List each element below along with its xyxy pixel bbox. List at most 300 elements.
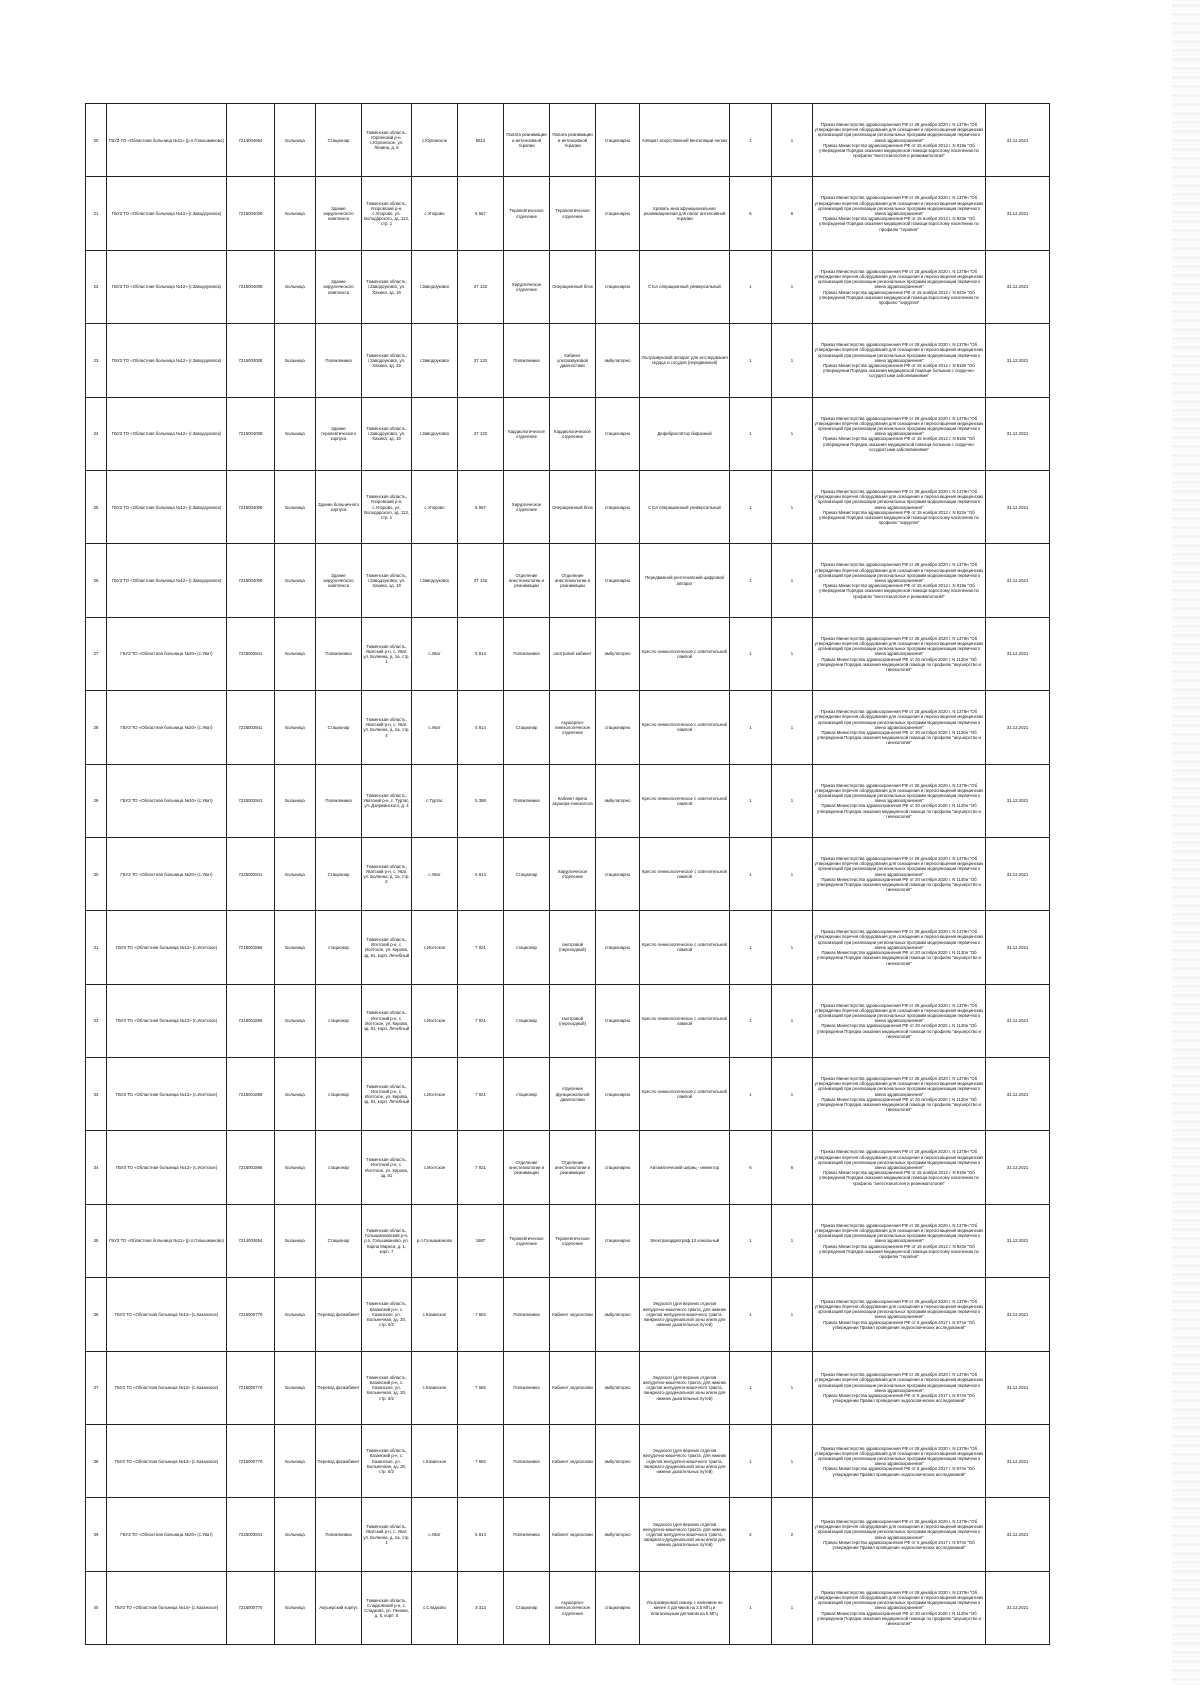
cell-qty1: 1: [730, 984, 772, 1057]
doc-reference: Приказ Министерства здравоохранения РФ от 15 ноября 2012 г. N 918н "Об утверждении Порядка оказания медицинской помощи больным с сердечно-сосудистыми заболеваниями": [823, 436, 975, 452]
cell-type: Больница: [275, 544, 316, 617]
cell-unit: стационар: [316, 984, 362, 1057]
cell-org: ГБУЗ ТО «Областная больница №14» (с.Казанское): [107, 1278, 227, 1351]
scan-edge: [1172, 0, 1200, 1686]
cell-inn: 7216000770: [227, 1571, 275, 1644]
doc-reference: Приказ Министерства здравоохранения РФ от 28 декабря 2020 г. N 1379н "Об утверждении перечня оборудования для оснащения и переоснащения медицинских организаций при реализации региональных программ модернизации первичного звена здравоохранения": [814, 1002, 984, 1024]
cell-mode: стационарно: [596, 470, 640, 543]
cell-equipment: Дефибриллятор бифазный: [640, 397, 730, 470]
cell-dept2: Кабинет ультразвуковой диагностики: [550, 324, 596, 397]
cell-equipment: Кресло гинекологическое с осветительной лампой: [640, 911, 730, 984]
cell-mode: стационарно: [596, 1058, 640, 1131]
cell-equipment: Кресло гинекологическое с осветительной лампой: [640, 617, 730, 690]
table-row: [86, 764, 1050, 837]
cell-qty1: 1: [730, 104, 772, 177]
cell-dept1: стационар: [504, 1058, 550, 1131]
cell-mode: амбулаторно: [596, 1425, 640, 1498]
cell-date: 31.12.2021: [986, 1498, 1050, 1571]
cell-date: 31.12.2021: [986, 177, 1050, 250]
cell-num: 34: [86, 1131, 107, 1204]
doc-reference: Приказ Министерства здравоохранения РФ от 28 декабря 2020 г. N 1379н "Об утверждении перечня оборудования для оснащения и переоснащения медицинских организаций при реализации региональных программ модернизации первичного звена здравоохранения": [814, 1222, 984, 1244]
cell-unit: Стационар: [316, 691, 362, 764]
doc-reference: Приказ Министерства здравоохранения РФ от 20 октября 2020 г. N 1130н "Об утверждении Порядка оказания медицинской помощи по профилю "акушерство и гинекология": [817, 729, 981, 746]
cell-unit: Перевод физкабинет: [316, 1351, 362, 1424]
cell-date: 31.12.2021: [986, 1131, 1050, 1204]
cell-address: Тюменская область, Уватский р-н, с. Уват, ул. Болнина, д. 1а, стр. 1: [362, 1498, 412, 1571]
table-row: [86, 911, 1050, 984]
cell-dept1: Поликлиника: [504, 1351, 550, 1424]
cell-qty2: 1: [772, 544, 813, 617]
cell-type: Больница: [275, 1571, 316, 1644]
cell-dept1: Отделение анестезиологии и реанимации: [504, 544, 550, 617]
cell-qty1: 2: [730, 1498, 772, 1571]
cell-pop: 5 814: [458, 1498, 504, 1571]
doc-reference: Приказ Министерства здравоохранения РФ от 20 октября 2020 г. N 1130н "Об утверждении Порядка оказания медицинской помощи по профилю "акушерство и гинекология": [817, 1096, 981, 1113]
cell-mode: амбулаторно: [596, 764, 640, 837]
table-row: [86, 544, 1050, 617]
doc-reference: Приказ Министерства здравоохранения РФ от 28 декабря 2020 г. N 1379н "Об утверждении перечня оборудования для оснащения и переоснащения медицинских организаций при реализации региональных программ модернизации первичного звена здравоохранения": [814, 1589, 984, 1611]
doc-reference: Приказ Министерства здравоохранения РФ от 20 октября 2020 г. N 1130н "Об утверждении Порядка оказания медицинской помощи по профилю "акушерство и гинекология": [817, 1023, 981, 1039]
table-row: [86, 470, 1050, 543]
cell-num: 38: [86, 1425, 107, 1498]
cell-unit: Здание хирургического комплекса: [316, 544, 362, 617]
table-row: [86, 1351, 1050, 1424]
cell-mode: стационарно: [596, 691, 640, 764]
cell-dept1: Хирургическое отделение: [504, 250, 550, 323]
cell-unit: Стационар: [316, 837, 362, 910]
doc-reference: Приказ Министерства здравоохранения РФ от 28 декабря 2020 г. N 1379н "Об утверждении перечня оборудования для оснащения и переоснащения медицинских организаций при реализации региональных программ модернизации первичного звена здравоохранения": [814, 488, 984, 510]
cell-unit: Здание хирургического комплекса: [316, 177, 362, 250]
cell-pop: 27 132: [458, 397, 504, 470]
table-row: [86, 1425, 1050, 1498]
cell-pop: 7 921: [458, 911, 504, 984]
cell-org: ГБУЗ ТО «Областная больница №13» (с.Исетское): [107, 1131, 227, 1204]
cell-org: ГБУЗ ТО «Областная больница №13» (с.Исетское): [107, 984, 227, 1057]
cell-qty2: 1: [772, 470, 813, 543]
cell-inn: 7216000770: [227, 1278, 275, 1351]
cell-qty2: 1: [772, 617, 813, 690]
cell-dept1: Поликлиника: [504, 1498, 550, 1571]
cell-locality: с.Казанское: [412, 1351, 458, 1424]
cell-qty1: 1: [730, 544, 772, 617]
cell-type: Больница: [275, 1425, 316, 1498]
cell-docs: [813, 837, 986, 910]
cell-pop: 5 814: [458, 691, 504, 764]
doc-reference: Приказ Министерства здравоохранения РФ от 28 декабря 2020 г. N 1379н "Об утверждении перечня оборудования для оснащения и переоснащения медицинских организаций при реализации региональных программ модернизации первичного звена здравоохранения": [814, 1372, 984, 1393]
doc-reference: Приказ Министерства здравоохранения РФ от 20 октября 2020 г. N 1130н "Об утверждении Порядка оказания медицинской помощи по профилю "акушерство и гинекология": [817, 876, 981, 893]
cell-type: Больница: [275, 837, 316, 910]
cell-qty2: 1: [772, 324, 813, 397]
doc-reference: Приказ Министерства здравоохранения РФ от 28 декабря 2020 г. N 1379н "Об утверждении перечня оборудования для оснащения и переоснащения медицинских организаций при реализации региональных программ модернизации первичного звена здравоохранения": [814, 195, 984, 216]
cell-pop: 1687: [458, 1204, 504, 1277]
cell-equipment: Эндоскоп (для верхних отделов желудочно-кишечного тракта, для нижних отделов желудочно-кишечного тракта, панкреато-дуоденальной зоны и/или для нижних дыхательных путей): [640, 1278, 730, 1351]
table-row: [86, 1278, 1050, 1351]
cell-pop: 7 682: [458, 1425, 504, 1498]
cell-qty2: 1: [772, 1058, 813, 1131]
cell-dept2: Хирургическое отделение: [550, 837, 596, 910]
cell-locality: с.Упорово: [412, 177, 458, 250]
cell-inn: 7215004008: [227, 544, 275, 617]
cell-dept1: Терапевтическое отделение: [504, 1204, 550, 1277]
cell-unit: стационар: [316, 911, 362, 984]
doc-reference: Приказ Министерства здравоохранения РФ от 28 декабря 2020 г. N 1379н "Об утверждении перечня оборудования для оснащения и переоснащения медицинских организаций при реализации региональных программ модернизации первичного звена здравоохранения": [814, 268, 984, 290]
table-row: [86, 250, 1050, 323]
cell-locality: с.Сладково: [412, 1571, 458, 1644]
cell-locality: р.п.Голышманово: [412, 1204, 458, 1277]
cell-unit: стационар: [316, 1058, 362, 1131]
cell-num: 28: [86, 691, 107, 764]
cell-docs: [813, 984, 986, 1057]
cell-org: ГБУЗ ТО «Областная больница №14» (с.Казанское): [107, 1571, 227, 1644]
cell-date: 31.12.2021: [986, 1425, 1050, 1498]
cell-locality: с.Казанское: [412, 1425, 458, 1498]
cell-qty2: 1: [772, 691, 813, 764]
cell-docs: [813, 1571, 986, 1644]
cell-equipment: Кресло гинекологическое с осветительной лампой: [640, 691, 730, 764]
cell-address: Тюменская область, г.Заводоуковск, ул. Хахина, зд. 19: [362, 324, 412, 397]
cell-locality: с.Уват: [412, 837, 458, 910]
cell-qty2: 1: [772, 1204, 813, 1277]
cell-address: Тюменская область, Исетский р-н, с. Исетское, ул. Кирова, зд. 81: [362, 1131, 412, 1204]
cell-type: Больница: [275, 1058, 316, 1131]
cell-docs: [813, 764, 986, 837]
cell-mode: стационарно: [596, 177, 640, 250]
cell-org: ГБУЗ ТО «Областная больница №12» (г.Заводоуковск): [107, 324, 227, 397]
cell-date: 31.12.2021: [986, 984, 1050, 1057]
doc-reference: Приказ Министерства здравоохранения РФ от 28 декабря 2020 г. N 1379н "Об утверждении перечня оборудования для оснащения и переоснащения медицинских организаций при реализации региональных программ модернизации первичного звена здравоохранения": [814, 1519, 984, 1540]
cell-equipment: Эндоскоп (для верхних отделов желудочно-кишечного тракта, для нижних отделов желудочно-кишечного тракта, панкреато-дуоденальной зоны и/или для нижних дыхательных путей): [640, 1351, 730, 1424]
cell-equipment: Кресло гинекологическое с осветительной лампой: [640, 837, 730, 910]
doc-reference: Приказ Министерства здравоохранения РФ от 6 декабря 2017 г. N 974н "Об утверждении Правил проведения эндоскопических исследований": [823, 1393, 975, 1404]
doc-reference: Приказ Министерства здравоохранения РФ от 15 ноября 2012 г. N 923н "Об утверждении Порядка оказания медицинской помощи взрослому населению по профилю "терапия": [819, 216, 979, 232]
doc-reference: Приказ Министерства здравоохранения РФ от 6 декабря 2017 г. N 974н "Об утверждении Правил проведения эндоскопических исследований": [823, 1319, 975, 1330]
cell-mode: стационарно: [596, 837, 640, 910]
cell-date: 31.12.2021: [986, 104, 1050, 177]
table-row: [86, 984, 1050, 1057]
doc-reference: Приказ Министерства здравоохранения РФ от 28 декабря 2020 г. N 1379н "Об утверждении перечня оборудования для оснащения и переоснащения медицинских организаций при реализации региональных программ модернизации первичного звена здравоохранения": [814, 342, 984, 363]
cell-date: 31.12.2021: [986, 617, 1050, 690]
cell-pop: 6 567: [458, 470, 504, 543]
cell-inn: 7215004008: [227, 177, 275, 250]
cell-org: ГБУЗ ТО «Областная больница №13» (с.Исетское): [107, 1058, 227, 1131]
cell-inn: 7225003941: [227, 617, 275, 690]
cell-docs: [813, 1131, 986, 1204]
cell-pop: 3 313: [458, 1571, 504, 1644]
cell-inn: 7225003941: [227, 837, 275, 910]
cell-org: ГБУЗ ТО «Областная больница №12» (г.Заводоуковск): [107, 397, 227, 470]
doc-reference: Приказ Министерства здравоохранения РФ от 28 декабря 2020 г. N 1379н "Об утверждении перечня оборудования для оснащения и переоснащения медицинских организаций при реализации региональных программ модернизации первичного звена здравоохранения": [814, 415, 984, 437]
cell-equipment: Эндоскоп (для верхних отделов желудочно-кишечного тракта, для нижних отделов желудочно-кишечного тракта, панкреато-дуоденальной зоны и/или для нижних дыхательных путей): [640, 1425, 730, 1498]
cell-pop: 5 814: [458, 617, 504, 690]
cell-mode: стационарно: [596, 397, 640, 470]
cell-inn: 7214004654: [227, 1204, 275, 1277]
cell-type: Больница: [275, 470, 316, 543]
cell-mode: стационарно: [596, 911, 640, 984]
cell-type: Больница: [275, 1351, 316, 1424]
cell-dept2: Терапевтическое отделение: [550, 177, 596, 250]
cell-inn: 7215004008: [227, 324, 275, 397]
cell-num: 33: [86, 1058, 107, 1131]
cell-qty2: 1: [772, 1351, 813, 1424]
cell-docs: [813, 250, 986, 323]
cell-pop: 7 921: [458, 1131, 504, 1204]
cell-unit: Стационар: [316, 104, 362, 177]
cell-date: 31.12.2021: [986, 691, 1050, 764]
cell-qty1: 1: [730, 1058, 772, 1131]
doc-reference: Приказ Министерства здравоохранения РФ от 28 декабря 2020 г. N 1379н "Об утверждении перечня оборудования для оснащения и переоснащения медицинских организаций при реализации региональных программ модернизации первичного звена здравоохранения": [814, 782, 984, 804]
doc-reference: Приказ Министерства здравоохранения РФ от 28 декабря 2020 г. N 1379н "Об утверждении перечня оборудования для оснащения и переоснащения медицинских организаций при реализации региональных программ модернизации первичного звена здравоохранения": [814, 1445, 984, 1467]
cell-org: ГБУЗ ТО «Областная больница №12» (г.Заводоуковск): [107, 544, 227, 617]
cell-equipment: Стол операционный универсальный: [640, 250, 730, 323]
cell-dept2: смотровой (переходный): [550, 984, 596, 1057]
cell-num: 35: [86, 1204, 107, 1277]
doc-reference: Приказ Министерства здравоохранения РФ от 20 октября 2020 г. N 1130н "Об утверждении Порядка оказания медицинской помощи по профилю "акушерство и гинекология": [817, 803, 981, 819]
cell-equipment: Кровать многофункциональная реанимационная для палат интенсивной терапии: [640, 177, 730, 250]
cell-docs: [813, 911, 986, 984]
cell-address: Тюменская область, Сладковский р-н, с. Сладково, ул. Ленина, д. 5, корп. 5: [362, 1571, 412, 1644]
cell-pop: 7 921: [458, 984, 504, 1057]
cell-org: ГБУЗ ТО «Областная больница №20» (с.Уват): [107, 837, 227, 910]
cell-address: Тюменская область, г.Заводоуковск, ул. Хахина, зд. 19: [362, 250, 412, 323]
cell-dept2: Акушерско-гинекологическое отделение: [550, 1571, 596, 1644]
cell-pop: 5 814: [458, 837, 504, 910]
cell-inn: 7215004008: [227, 397, 275, 470]
cell-qty1: 1: [730, 324, 772, 397]
cell-org: ГБУЗ ТО «Областная больница №20» (с.Уват): [107, 617, 227, 690]
cell-equipment: Кресло гинекологическое с осветительной лампой: [640, 984, 730, 1057]
cell-docs: [813, 1351, 986, 1424]
doc-reference: Приказ Министерства здравоохранения РФ от 28 декабря 2020 г. N 1379н "Об утверждении перечня оборудования для оснащения и переоснащения медицинских организаций при реализации региональных программ модернизации первичного звена здравоохранения": [814, 1149, 984, 1171]
cell-dept1: Отделение анестезиологии и реанимации: [504, 1131, 550, 1204]
table-row: [86, 1131, 1050, 1204]
table-row: [86, 397, 1050, 470]
cell-qty1: 6: [730, 1131, 772, 1204]
cell-inn: 7225003941: [227, 764, 275, 837]
cell-dept1: Хирургическое отделение: [504, 470, 550, 543]
cell-dept1: Стационар: [504, 1571, 550, 1644]
cell-num: 31: [86, 911, 107, 984]
cell-locality: с.Исетское: [412, 1131, 458, 1204]
cell-date: 31.12.2021: [986, 1571, 1050, 1644]
cell-num: 25: [86, 470, 107, 543]
cell-qty2: 1: [772, 1278, 813, 1351]
cell-locality: с.Исетское: [412, 984, 458, 1057]
cell-address: Тюменская область, Казанский р-н, с. Казанское, ул. Больничная, зд. 20, стр. 6/2: [362, 1425, 412, 1498]
cell-mode: стационарно: [596, 250, 640, 323]
cell-dept2: Палата реанимации и интенсивной терапии: [550, 104, 596, 177]
doc-reference: Приказ Министерства здравоохранения РФ от 28 декабря 2020 г. N 1379н "Об утверждении перечня оборудования для оснащения и переоснащения медицинских организаций при реализации региональных программ модернизации первичного звена здравоохранения": [814, 1298, 984, 1320]
table-row: [86, 1571, 1050, 1644]
doc-reference: Приказ Министерства здравоохранения РФ от 20 октября 2020 г. N 1130н "Об утверждении Порядка оказания медицинской помощи по профилю "акушерство и гинекология": [817, 656, 981, 672]
cell-inn: 7225003941: [227, 1498, 275, 1571]
cell-address: Тюменская область, Исетский р-н, с. Исетское, ул. Кирова, зд. 81, корп. Лечебный: [362, 984, 412, 1057]
cell-address: Тюменская область, Уватский р-н, с. Туртас, ул. Дзержинского, д. 4: [362, 764, 412, 837]
cell-num: 32: [86, 984, 107, 1057]
cell-dept2: Терапевтическое отделение: [550, 1204, 596, 1277]
cell-type: Больница: [275, 397, 316, 470]
cell-dept1: Поликлиника: [504, 324, 550, 397]
cell-type: Больница: [275, 911, 316, 984]
cell-date: 31.12.2021: [986, 1351, 1050, 1424]
cell-type: Больница: [275, 691, 316, 764]
cell-dept2: отделение функциональной диагностики: [550, 1058, 596, 1131]
cell-qty1: 1: [730, 1425, 772, 1498]
table-row: [86, 1498, 1050, 1571]
cell-unit: Акушерский корпус: [316, 1571, 362, 1644]
cell-dept2: Кабинет эндоскопии: [550, 1351, 596, 1424]
cell-qty2: 1: [772, 984, 813, 1057]
cell-address: Тюменская область, Голышмановский р-н, р.п. Голышманово, ул. Карла Маркса, д. 1, корп. 7: [362, 1204, 412, 1277]
cell-address: Тюменская область, г.Заводоуковск, ул. Хахина, зд. 19: [362, 397, 412, 470]
doc-reference: Приказ Министерства здравоохранения РФ от 15 ноября 2012 г. N 919н "Об утверждении Порядка оказания медицинской помощи взрослому населению по профилю "анестезиология и реаниматология": [819, 583, 979, 599]
cell-num: 30: [86, 837, 107, 910]
cell-locality: с.Уват: [412, 617, 458, 690]
cell-locality: с.Туртас: [412, 764, 458, 837]
cell-equipment: Кресло гинекологическое с осветительной лампой: [640, 764, 730, 837]
cell-inn: 7218001866: [227, 1131, 275, 1204]
cell-qty1: 1: [730, 617, 772, 690]
cell-qty1: 1: [730, 1571, 772, 1644]
cell-qty1: 1: [730, 764, 772, 837]
cell-org: ГБУЗ ТО «Областная больница №13» (с.Исетское): [107, 911, 227, 984]
cell-equipment: Эндоскоп (для верхних отделов желудочно-кишечного тракта, для нижних отделов желудочно-кишечного тракта, панкреато-дуоденальной зоны и/или для нижних дыхательных путей): [640, 1498, 730, 1571]
cell-mode: амбулаторно: [596, 617, 640, 690]
cell-docs: [813, 544, 986, 617]
cell-dept1: Палата реанимации и интенсивной терапии: [504, 104, 550, 177]
cell-docs: [813, 104, 986, 177]
cell-qty2: 6: [772, 177, 813, 250]
cell-locality: г.Заводоуковск: [412, 397, 458, 470]
cell-qty1: 1: [730, 1204, 772, 1277]
cell-dept2: Кабинет эндоскопии: [550, 1498, 596, 1571]
cell-dept2: смотровой кабинет: [550, 617, 596, 690]
table-row: [86, 1204, 1050, 1277]
doc-reference: Приказ Министерства здравоохранения РФ от 15 ноября 2012 г. N 918н "Об утверждении Порядка оказания медицинской помощи больным с сердечно-сосудистыми заболеваниями": [823, 362, 975, 379]
cell-org: ГБУЗ ТО «Областная больница №20» (с.Уват): [107, 691, 227, 764]
cell-mode: амбулаторно: [596, 1498, 640, 1571]
cell-dept2: Отделение анестезиологии и реанимации: [550, 544, 596, 617]
cell-date: 31.12.2021: [986, 1204, 1050, 1277]
cell-mode: амбулаторно: [596, 1278, 640, 1351]
cell-address: Тюменская область, Исетский р-н, с. Исетское, ул. Кирова, зд. 81, корп. Лечебный: [362, 1058, 412, 1131]
table-row: [86, 617, 1050, 690]
cell-num: 29: [86, 764, 107, 837]
cell-dept2: Акушерско-гинекологическое отделение: [550, 691, 596, 764]
cell-equipment: Стол операционный универсальный: [640, 470, 730, 543]
cell-inn: 7225003941: [227, 691, 275, 764]
cell-org: ГБУЗ ТО «Областная больница №11» (р.п.Голышманово): [107, 104, 227, 177]
cell-pop: 27 132: [458, 544, 504, 617]
cell-date: 31.12.2021: [986, 324, 1050, 397]
cell-docs: [813, 691, 986, 764]
cell-org: ГБУЗ ТО «Областная больница №14» (с.Казанское): [107, 1351, 227, 1424]
cell-address: Тюменская область, Уватский р-н, с. Уват, ул. Болнина, д. 1а, стр. 4: [362, 691, 412, 764]
cell-num: 40: [86, 1571, 107, 1644]
cell-dept2: Кабинет врача акушера-гинеколога: [550, 764, 596, 837]
cell-pop: 27 132: [458, 250, 504, 323]
cell-docs: [813, 324, 986, 397]
cell-mode: стационарно: [596, 984, 640, 1057]
cell-locality: с.Юргинское: [412, 104, 458, 177]
cell-unit: Перевод физкабинет: [316, 1278, 362, 1351]
doc-reference: Приказ Министерства здравоохранения РФ от 28 декабря 2020 г. N 1379н "Об утверждении перечня оборудования для оснащения и переоснащения медицинских организаций при реализации региональных программ модернизации первичного звена здравоохранения": [814, 855, 984, 877]
cell-equipment: Кресло гинекологическое с осветительной лампой: [640, 1058, 730, 1131]
cell-unit: Здание хирургического комплекса: [316, 250, 362, 323]
cell-equipment: Автоматический шприц - инжектор: [640, 1131, 730, 1204]
doc-reference: Приказ Министерства здравоохранения РФ от 28 декабря 2020 г. N 1379н "Об утверждении перечня оборудования для оснащения и переоснащения медицинских организаций при реализации региональных программ модернизации первичного звена здравоохранения": [814, 929, 984, 950]
cell-locality: с.Упорово: [412, 470, 458, 543]
cell-qty1: 1: [730, 250, 772, 323]
cell-num: 36: [86, 1278, 107, 1351]
cell-address: Тюменская область, Казанский р-н, с. Казанское, ул. Больничная, зд. 20, стр. 6/2: [362, 1278, 412, 1351]
cell-type: Больница: [275, 250, 316, 323]
cell-equipment: Аппарат искусственной вентиляции легких: [640, 104, 730, 177]
doc-reference: Приказ Министерства здравоохранения РФ от 15 ноября 2012 г. N 919н "Об утверждении Порядка оказания медицинской помощи взрослому населению по профилю "анестезиология и реаниматология": [819, 142, 979, 159]
cell-org: ГБУЗ ТО «Областная больница №20» (с.Уват): [107, 1498, 227, 1571]
cell-pop: 7 921: [458, 1058, 504, 1131]
cell-dept2: Отделение анестезиологии и реанимации: [550, 1131, 596, 1204]
cell-date: 31.12.2021: [986, 397, 1050, 470]
cell-equipment: Ультразвуковой сканер с наличием не менее 4 датчиков на 3,5 МГц и влагалищным датчиком на 5 МГц: [640, 1571, 730, 1644]
cell-org: ГБУЗ ТО «Областная больница №12» (г.Заводоуковск): [107, 470, 227, 543]
doc-reference: Приказ Министерства здравоохранения РФ от 28 декабря 2020 г. N 1379н "Об утверждении перечня оборудования для оснащения и переоснащения медицинских организаций при реализации региональных программ модернизации первичного звена здравоохранения": [814, 635, 984, 657]
cell-locality: с.Казанское: [412, 1278, 458, 1351]
cell-type: Больница: [275, 1498, 316, 1571]
table-row: [86, 177, 1050, 250]
cell-mode: амбулаторно: [596, 324, 640, 397]
cell-qty1: 1: [730, 911, 772, 984]
cell-date: 31.12.2021: [986, 470, 1050, 543]
cell-address: Тюменская область, Упоровский р-н, с.Упорово, ул. Володарского, зд. 113, стр. 1: [362, 177, 412, 250]
cell-dept1: стационар: [504, 984, 550, 1057]
cell-org: ГБУЗ ТО «Областная больница №12» (г.Заводоуковск): [107, 250, 227, 323]
table-row: [86, 104, 1050, 177]
cell-org: ГБУЗ ТО «Областная больница №12» (г.Заводоуковск): [107, 177, 227, 250]
cell-unit: Поликлиника: [316, 324, 362, 397]
cell-docs: [813, 1058, 986, 1131]
doc-reference: Приказ Министерства здравоохранения РФ от 15 ноября 2012 г. N 923н "Об утверждении Порядка оказания медицинской помощи взрослому населению по профилю "терапия": [819, 1243, 979, 1260]
cell-pop: 27 132: [458, 324, 504, 397]
doc-reference: Приказ Министерства здравоохранения РФ от 20 октября 2020 г. N 1130н "Об утверждении Порядка оказания медицинской помощи по профилю "акушерство и гинекология": [817, 950, 981, 966]
cell-mode: стационарно: [596, 1131, 640, 1204]
cell-inn: 7218001866: [227, 984, 275, 1057]
cell-qty2: 1: [772, 1571, 813, 1644]
cell-docs: [813, 1278, 986, 1351]
cell-unit: Здание терапевтического корпуса: [316, 397, 362, 470]
cell-qty2: 1: [772, 837, 813, 910]
cell-dept1: Стационар: [504, 691, 550, 764]
cell-pop: 5612: [458, 104, 504, 177]
cell-qty1: 1: [730, 837, 772, 910]
cell-qty2: 2: [772, 1498, 813, 1571]
cell-docs: [813, 397, 986, 470]
cell-type: Больница: [275, 1278, 316, 1351]
cell-docs: [813, 1204, 986, 1277]
table-body: [86, 104, 1050, 1645]
cell-qty1: 1: [730, 691, 772, 764]
cell-qty2: 1: [772, 764, 813, 837]
cell-date: 31.12.2021: [986, 250, 1050, 323]
cell-unit: Здание больничного корпуса: [316, 470, 362, 543]
cell-inn: 7214004654: [227, 104, 275, 177]
cell-mode: стационарно: [596, 1571, 640, 1644]
cell-date: 31.12.2021: [986, 837, 1050, 910]
cell-qty1: 1: [730, 1351, 772, 1424]
cell-unit: стационар: [316, 1131, 362, 1204]
cell-dept1: Поликлиника: [504, 764, 550, 837]
table-row: [86, 691, 1050, 764]
cell-qty2: 6: [772, 1131, 813, 1204]
